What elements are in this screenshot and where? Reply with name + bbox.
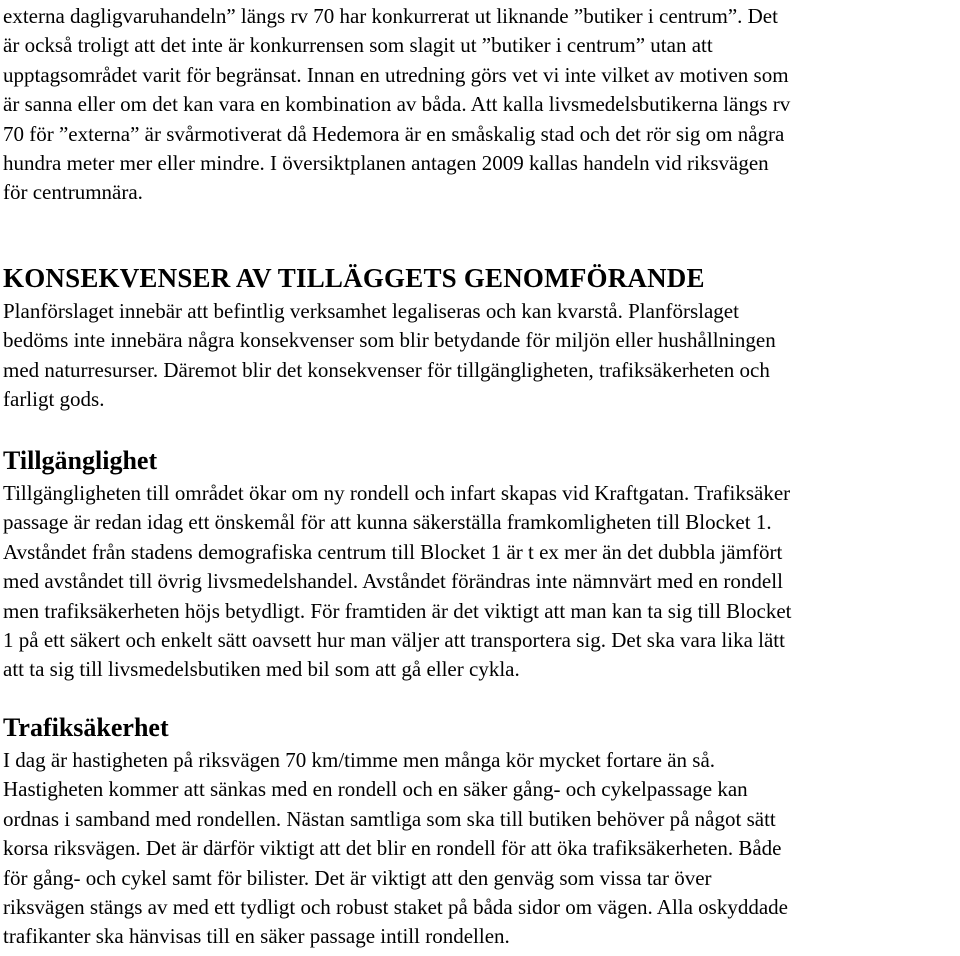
text-line: Tillgängligheten till området ökar om ny rondell och infart skapas vid Kraftgatan. Trafiksäker	[3, 481, 791, 505]
text-line: Avståndet från stadens demografiska centrum till Blocket 1 är t ex mer än det dubbla jämfört	[3, 539, 783, 564]
text-line: att ta sig till livsmedelsbutiken med bil som att gå eller cykla.	[3, 657, 520, 682]
text-line: för gång- och cykel samt för bilister. Det är viktigt att den genväg som vissa tar över	[3, 865, 712, 890]
text-line: med naturresurser. Däremot blir det konsekvenser för tillgängligheten, trafiksäkerheten och	[3, 357, 770, 382]
text-line: Planförslaget innebär att befintlig verksamhet legaliseras och kan kvarstå. Planförslaget	[3, 299, 739, 323]
text-line: korsa riksvägen. Det är därför viktigt att det blir en rondell för att öka trafiksäkerheten. Både	[3, 836, 782, 861]
accessibility-paragraph	[3, 479, 791, 685]
text-line: upptagsområdet varit för begränsat. Innan en utredning görs vet vi inte vilket av motiven som	[3, 62, 789, 87]
text-line: hundra meter mer eller mindre. I översiktplanen antagen 2009 kallas handeln vid riksvägen	[3, 151, 769, 176]
text-line: är sanna eller om det kan vara en kombination av båda. Att kalla livsmedelsbutikerna längs rv	[3, 92, 791, 117]
text-line: för centrumnära.	[3, 180, 143, 205]
traffic-safety-paragraph	[3, 746, 788, 952]
text-line: ordnas i samband med rondellen. Nästan samtliga som ska till butiken behöver på något sätt	[3, 806, 776, 831]
intro-paragraph	[3, 2, 790, 208]
text-line: Hastigheten kommer att sänkas med en rondell och en säker gång- och cykelpassage kan	[3, 777, 748, 802]
consequences-paragraph	[3, 297, 776, 415]
text-line: med avståndet till övrig livsmedelshandel. Avståndet förändras inte nämnvärt med en rondell	[3, 569, 783, 594]
text-line: trafikanter ska hänvisas till en säker passage intill rondellen.	[3, 924, 510, 949]
text-line: 1 på ett säkert och enkelt sätt oavsett hur man väljer att transportera sig. Det ska vara lika lätt	[3, 628, 785, 653]
text-line: riksvägen stängs av med ett tydligt och robust staket på båda sidor om vägen. Alla oskyddade	[3, 895, 788, 920]
section-heading-traffic-safety: Trafiksäkerhet	[3, 713, 169, 742]
text-line: bedöms inte innebära några konsekvenser som blir betydande för miljön eller hushållningen	[3, 328, 776, 353]
text-line: passage är redan idag ett önskemål för att kunna säkerställa framkomligheten till Blocket 1.	[3, 510, 772, 535]
text-line: 70 för ”externa” är svårmotiverat då Hedemora är en småskalig stad och det rör sig om några	[3, 121, 785, 146]
text-line: externa dagligvaruhandeln” längs rv 70 har konkurrerat ut liknande ”butiker i centrum”. Det	[3, 4, 778, 28]
text-line: är också troligt att det inte är konkurrensen som slagit ut ”butiker i centrum” utan att	[3, 33, 713, 58]
section-heading-consequences: KONSEKVENSER AV TILLÄGGETS GENOMFÖRANDE	[3, 263, 705, 293]
section-heading-accessibility: Tillgänglighet	[3, 446, 158, 475]
text-line: men trafiksäkerheten höjs betydligt. För framtiden är det viktigt att man kan ta sig till Blocket	[3, 598, 792, 623]
text-line: I dag är hastigheten på riksvägen 70 km/timme men många kör mycket fortare än så.	[3, 748, 716, 772]
text-line: farligt gods.	[3, 387, 105, 412]
